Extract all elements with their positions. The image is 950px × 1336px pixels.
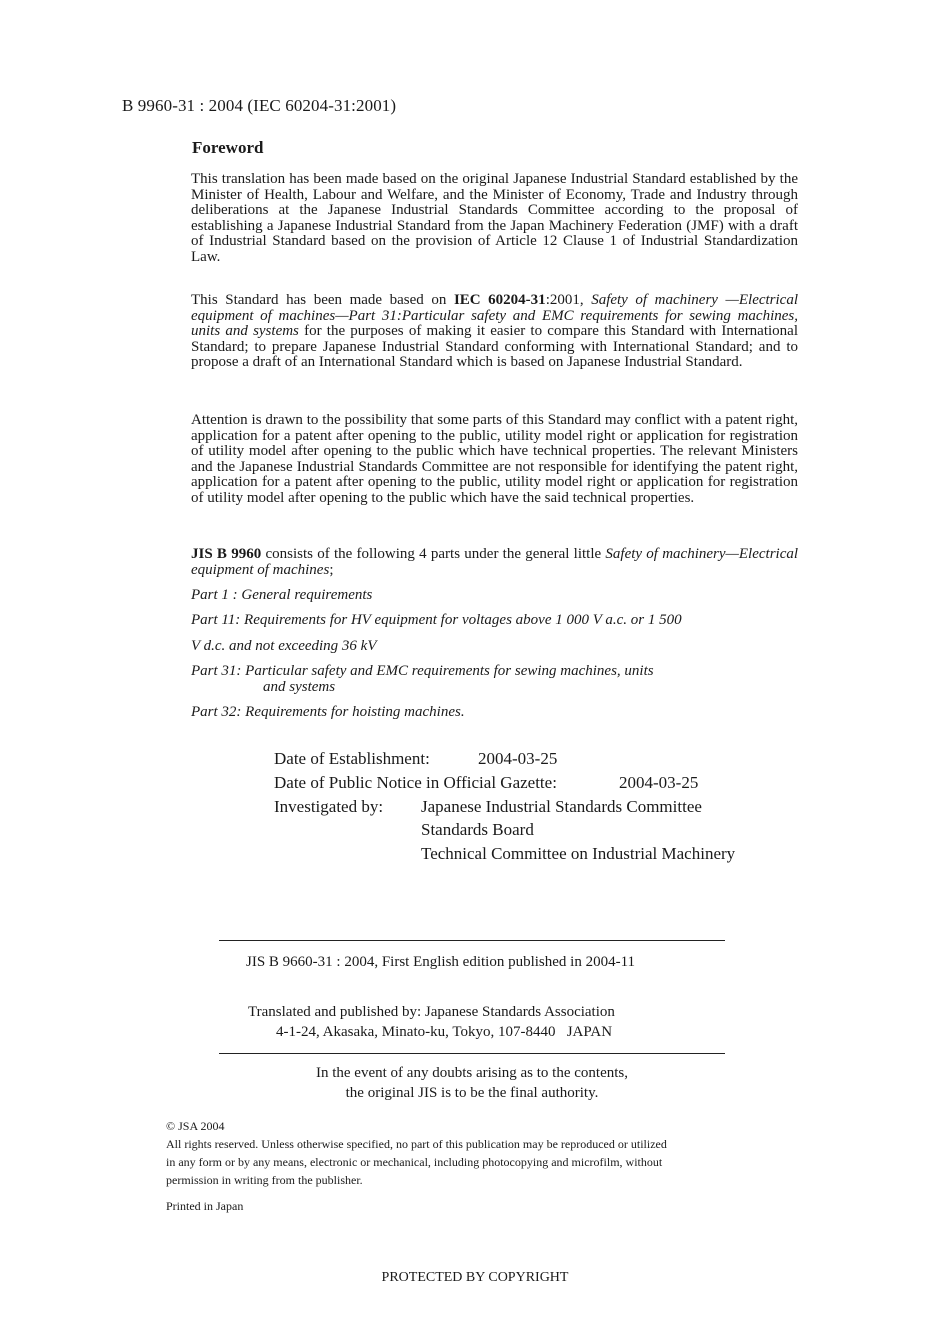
foreword-title: Foreword [192, 138, 264, 157]
authority-line-1: In the event of any doubts arising as to the contents, [315, 1065, 628, 1081]
para4-text: consists of the following 4 parts under the general little [261, 546, 606, 562]
establishment-value: 2004-03-25 [478, 749, 558, 768]
investigated-line-3: Technical Committee on Industrial Machinery [421, 844, 736, 863]
footer-protected: PROTECTED BY COPYRIGHT [381, 1270, 569, 1285]
part-11-cont: V d.c. and not exceeding 36 kV [191, 638, 377, 654]
divider-bottom [219, 1053, 725, 1054]
part-11: Part 11: Requirements for HV equipment for voltages above 1 000 V a.c. or 1 500 [191, 612, 682, 628]
investigated-line-1: Japanese Industrial Standards Committee [421, 797, 702, 816]
foreword-paragraph-4 [191, 547, 798, 578]
publisher-line-1: Translated and published by: Japanese Standards Association [248, 1004, 615, 1020]
divider-top [219, 940, 725, 941]
notice-label: Date of Public Notice in Official Gazette: [274, 773, 557, 792]
notice-value: 2004-03-25 [619, 773, 699, 792]
foreword-paragraph-2 [191, 293, 798, 371]
part-32: Part 32: Requirements for hoisting machines. [191, 704, 465, 720]
part-31-cont [191, 680, 335, 696]
copyright-mark: © JSA 2004 [166, 1119, 225, 1133]
para2-ref-year: :2001, [545, 292, 592, 308]
para4-end: ; [329, 561, 334, 578]
printed-in: Printed in Japan [166, 1199, 244, 1213]
edition-line: JIS B 9660-31 : 2004, First English edition published in 2004-11 [246, 954, 636, 970]
investigated-line-2: Standards Board [421, 820, 534, 839]
foreword-paragraph-3: Attention is drawn to the possibility that some parts of this Standard may conflict with a patent right, application for a patent after opening to the public, utility model right or application for registration of utility model after opening to the public which have technical properties. The relevant Ministers and the Japanese Industrial Standards Committee are not responsible for identifying the patent right, application for a patent after opening to the public, utility model right or application for registration of utility model after opening to the public which have the said technical properties. [191, 412, 798, 506]
para2-lead: This Standard has been made based on [191, 292, 454, 308]
para4-title: Safety of machinery—Electrical equipment of machines [191, 546, 799, 578]
document-header: B 9960-31 : 2004 (IEC 60204-31:2001) [122, 96, 397, 115]
foreword-paragraph-1: This translation has been made based on the original Japanese Industrial Standard established by the Minister of Health, Labour and Welfare, and the Minister of Economy, Trade and Industry through deliberations at the Japanese Industrial Standards Committee according to the proposal of establishing a Japanese Industrial Standard from the Japan Machinery Federation (JMF) with a draft of Industrial Standard based on the provision of Article 12 Clause 1 of Industrial Standardization Law. [191, 171, 798, 265]
part-1: Part 1 : General requirements [191, 587, 373, 603]
establishment-label: Date of Establishment: [274, 749, 430, 768]
investigated-label: Investigated by: [274, 797, 384, 816]
para2-tail: for the purposes of making it easier to compare this Standard with International Standard; to prepare Japanese Industrial Standard conforming with International Standard; and to propose a draft of an International Standard which is based on Japanese Industrial Standard. [191, 323, 799, 371]
authority-line-2: the original JIS is to be the final authority. [345, 1085, 599, 1101]
rights-line-1: All rights reserved. Unless otherwise specified, no part of this publication may be reproduced or utilized [166, 1137, 667, 1151]
publisher-line-2: 4-1-24, Akasaka, Minato-ku, Tokyo, 107-8440 JAPAN [276, 1024, 613, 1040]
para2-ref-title: Safety of machinery —Electrical equipment of machines—Part 31:Particular safety and EMC requirements for sewing machines, units and systems [191, 292, 799, 340]
rights-line-3: permission in writing from the publisher. [166, 1173, 363, 1187]
rights-line-2: in any form or by any means, electronic or mechanical, including photocopying and microfilm, without [166, 1155, 663, 1169]
part-31: Part 31: Particular safety and EMC requirements for sewing machines, units [191, 663, 654, 679]
part-31-cont-text: and systems [263, 679, 336, 695]
para4-lead: JIS B 9960 [191, 546, 262, 562]
para2-ref-bold: IEC 60204-31 [453, 292, 546, 308]
